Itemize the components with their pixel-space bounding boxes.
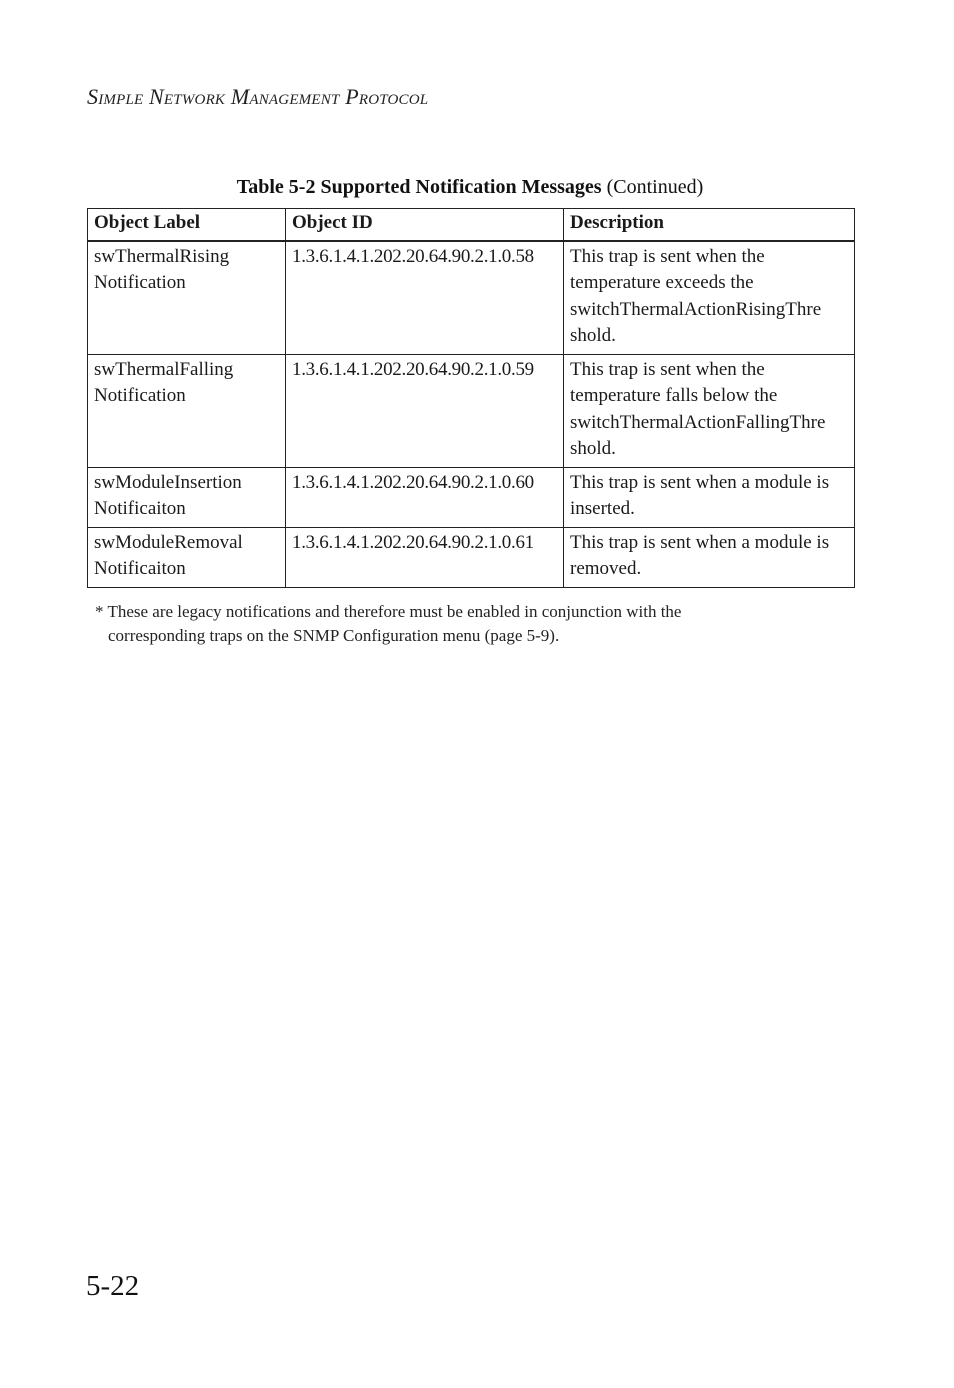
object-label-cell [88,467,286,527]
description-cell [564,354,855,467]
object-label-cell [88,527,286,587]
description-line: removed. [570,558,642,579]
table-caption [87,176,853,199]
object-id-cell: 1.3.6.1.4.1.202.20.64.90.2.1.0.60 [286,467,564,527]
description-line: This trap is sent when the [570,358,765,380]
description-line: This trap is sent when a module is [570,471,830,493]
description-line: shold. [570,438,616,459]
notification-table [87,208,855,588]
object-id-cell: 1.3.6.1.4.1.202.20.64.90.2.1.0.61 [286,527,564,587]
object-label-line: Notification [94,385,186,406]
table-caption-continued: (Continued) [601,176,704,198]
object-label-line: Notificaiton [94,498,186,519]
page-number: 5-22 [86,1270,140,1302]
description-line: shold. [570,325,616,346]
object-label-line: Notification [94,272,186,293]
description-line: switchThermalActionRisingThre [570,298,822,320]
object-label-cell [88,354,286,467]
description-line: switchThermalActionFallingThre [570,411,826,433]
description-cell [564,467,855,527]
object-label-line: swThermalFalling [94,358,234,380]
description-cell [564,527,855,587]
notification-table-container [87,208,854,588]
object-id-cell: 1.3.6.1.4.1.202.20.64.90.2.1.0.58 [286,241,564,355]
table-caption-title: Table 5-2 Supported Notification Messages [236,176,602,198]
object-label-line: swThermalRising [94,245,230,267]
description-line: inserted. [570,498,635,519]
table-footnote [95,600,795,648]
table-row [88,527,855,587]
table-row [88,354,855,467]
column-header-object-id: Object ID [286,209,564,241]
column-header-description: Description [564,209,855,241]
object-label-line: swModuleRemoval [94,531,243,553]
table-header-row [88,209,855,241]
column-header-object-label: Object Label [88,209,286,241]
object-label-cell [88,241,286,355]
description-cell [564,241,855,355]
description-line: temperature falls below the [570,385,778,406]
footnote-line: corresponding traps on the SNMP Configuration menu (page 5-9). [108,626,560,645]
footnote-line: * These are legacy notifications and therefore must be enabled in conjunction with the [95,602,682,621]
running-header: Simple Network Management Protocol [87,84,429,109]
table-row [88,467,855,527]
table-row [88,241,855,355]
description-line: This trap is sent when a module is [570,531,830,553]
object-label-line: Notificaiton [94,558,186,579]
object-id-cell: 1.3.6.1.4.1.202.20.64.90.2.1.0.59 [286,354,564,467]
description-line: This trap is sent when the [570,245,765,267]
description-line: temperature exceeds the [570,272,754,293]
object-label-line: swModuleInsertion [94,471,242,493]
